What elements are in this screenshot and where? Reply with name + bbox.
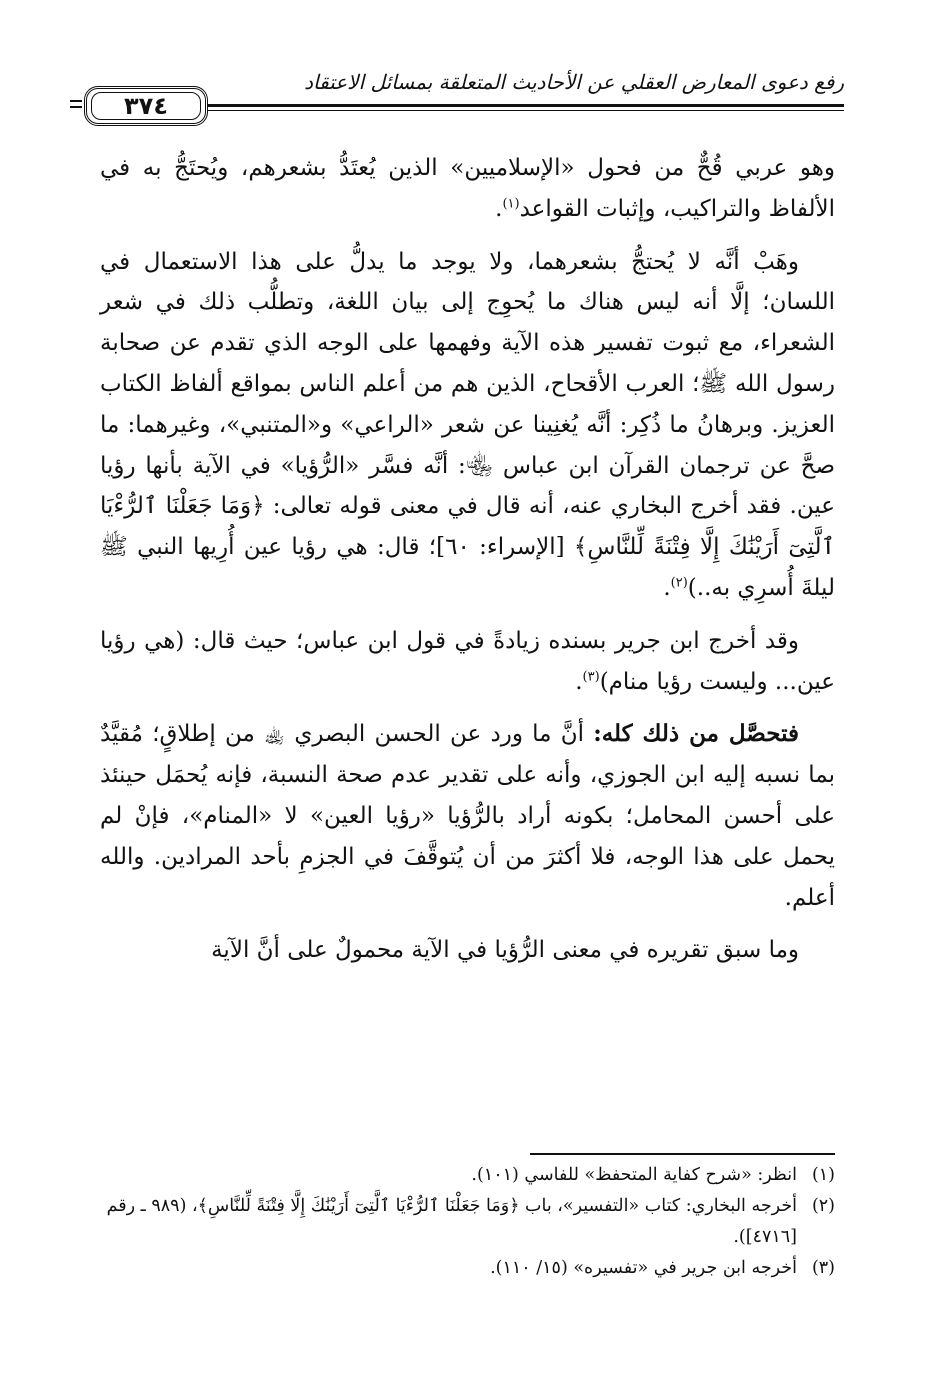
footnote-text: انظر: «شرح كفاية المتحفظ» للفاسي (١٠١). — [471, 1165, 797, 1185]
footnote-number: (٣) — [811, 1258, 835, 1278]
paragraph-2-end: . — [663, 574, 671, 601]
header-ornament — [70, 100, 82, 108]
paragraph-4 — [100, 714, 835, 918]
footnotes — [100, 1160, 835, 1284]
paragraph-3-text: وقد أخرج ابن جرير بسنده زيادةً في قول ابن عباس؛ حيث قال: (هي رؤيا عين... وليست رؤيا منام) — [100, 627, 835, 695]
header-rule-thin — [208, 110, 844, 111]
paragraph-1 — [100, 148, 835, 230]
footnote-3 — [100, 1253, 835, 1284]
paragraph-2-text: وهَبْ أنَّه لا يُحتجُّ بشعرهما، ولا يوجد ما يدلُّ على هذا الاستعمال في اللسان؛ إلَّا أنه ليس هناك ما يُحوِج إلى بيان اللغة، وتطلُّب ذلك في شعر الشعراء، مع ثبوت تفسير هذه الآية وفهمها على الوجه الذي تقدم عن صحابة رسول الله ﷺ؛ العرب الأقحاح، الذين هم من أعلم الناس بمواقع ألفاظ الكتاب العزيز. وبرهانُ ما ذُكِر: أنَّه يُغنِينا عن شعر «الراعي» و«المتنبي»، وغيرهما: ما صحَّ عن ترجمان القرآن ابن عباس ﵄: أنَّه فسَّر «الرُّؤيا» في الآية بأنها رؤيا عين. فقد أخرج البخاري عنه، أنه قال في معنى قوله تعالى: ﴿وَمَا جَعَلْنَا ٱلرُّءْيَا ٱلَّتِىٓ أَرَيْنَٰكَ إِلَّا فِتْنَةً لِّلنَّاسِ﴾ [الإسراء: ٦٠]؛ قال: هي رؤيا عين أُرِيها النبي ﷺ ليلةَ أُسرِي به..) — [100, 248, 836, 601]
page-header — [84, 60, 844, 130]
footnote-separator — [530, 1153, 835, 1155]
paragraph-3 — [100, 621, 835, 703]
footnote-2 — [100, 1191, 835, 1253]
paragraph-2 — [100, 242, 835, 609]
paragraph-1-end: . — [495, 195, 503, 222]
main-text — [100, 148, 835, 983]
footnote-ref-1: (١) — [502, 196, 520, 212]
paragraph-1-text: وهو عربي قُحٌّ من فحول «الإسلاميين» الذين يُعتَدُّ بشعرهم، ويُحتَجُّ به في الألفاظ والتراكيب، وإثبات القواعد — [100, 155, 835, 222]
page-number: ٣٧٤ — [124, 92, 168, 120]
footnote-1 — [100, 1160, 835, 1191]
footnote-number: (١) — [811, 1165, 835, 1185]
footnote-number: (٢) — [811, 1196, 835, 1216]
footnote-ref-3: (٣) — [582, 668, 600, 684]
paragraph-5: وما سبق تقريره في معنى الرُّؤيا في الآية محمولٌ على أنَّ الآية — [211, 937, 799, 964]
footnote-ref-2: (٢) — [670, 575, 688, 591]
header-rule — [208, 104, 844, 107]
paragraph-3-end: . — [575, 668, 583, 695]
footnote-text: أخرجه البخاري: كتاب «التفسير»، باب ﴿وَمَا جَعَلْنَا ٱلرُّءْيَا ٱلَّتِىٓ أَرَيْنَٰكَ إِلَّا فِتْنَةً لِّلنَّاسِ﴾، (٩٨٩ ـ رقم [٤٧١٦]). — [106, 1196, 797, 1247]
page-number-box — [84, 86, 208, 126]
running-title: رفع دعوى المعارض العقلي عن الأحاديث المتعلقة بمسائل الاعتقاد — [304, 70, 844, 94]
conclusion-heading: فتحصَّل من ذلك كله: — [593, 720, 800, 748]
paragraph-4-text: أنَّ ما ورد عن الحسن البصري ﵀ من إطلاقٍ؛ مُقيَّدٌ بما نسبه إليه ابن الجوزي، وأنه على تقدير عدم صحة النسبة، فإنه يُحمَل حينئذ على أحسن المحامل؛ بكونه أراد بالرُّؤيا «رؤيا العين» لا «المنام»، فإنْ لم يحمل على هذا الوجه، فلا أكثرَ من أن يُتوقَّفَ في الجزمِ بأحد المرادين. والله أعلم. — [100, 721, 835, 911]
footnote-text: أخرجه ابن جرير في «تفسيره» (١٥/ ١١٠). — [490, 1258, 797, 1278]
